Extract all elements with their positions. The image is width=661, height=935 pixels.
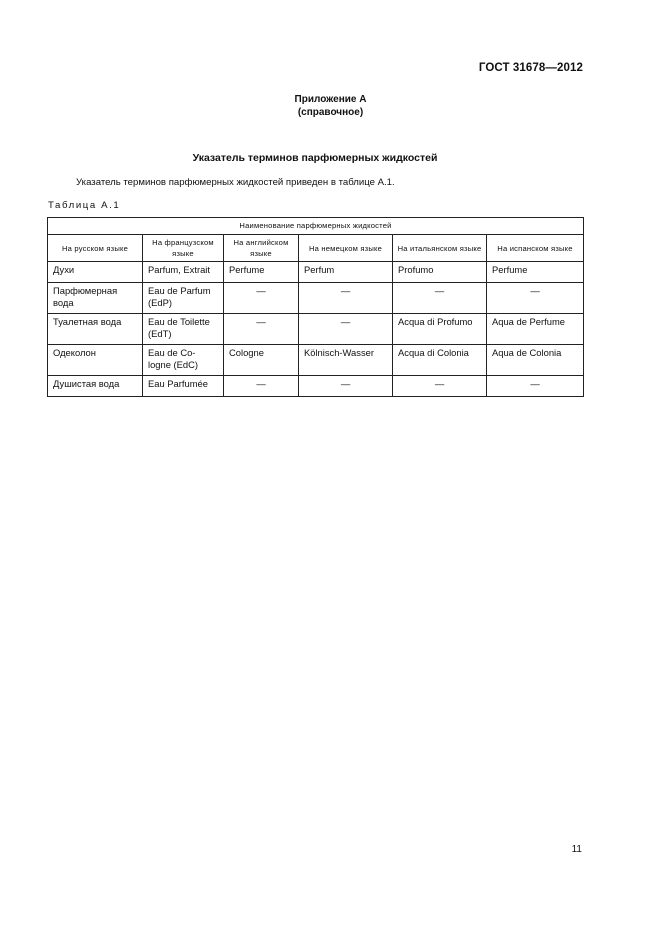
table-row bbox=[48, 314, 584, 345]
table-cell: — bbox=[224, 376, 299, 397]
table-cell: — bbox=[393, 376, 487, 397]
column-header-german: На немецком языке bbox=[299, 235, 393, 262]
table-label: Таблица А.1 bbox=[48, 200, 121, 211]
table-cell: — bbox=[299, 283, 393, 314]
table-cell: Perfume bbox=[487, 262, 584, 283]
table-row bbox=[48, 376, 584, 397]
table-cell: Aqua de Colonia bbox=[487, 345, 584, 376]
table-group-header-row bbox=[48, 218, 584, 235]
section-title: Указатель терминов парфюмерных жидкостей bbox=[192, 152, 438, 164]
table-row bbox=[48, 262, 584, 283]
column-header-russian: На русском языке bbox=[48, 235, 143, 262]
table-cell: Духи bbox=[48, 262, 143, 283]
table-cell: Aqua de Perfume bbox=[487, 314, 584, 345]
appendix-subtitle: (справочное) bbox=[297, 107, 364, 118]
table-cell: — bbox=[299, 376, 393, 397]
table-cell: Eau de Toilette (EdT) bbox=[143, 314, 224, 345]
column-header-french: На французском языке bbox=[143, 235, 224, 262]
table-cell: Туалетная вода bbox=[48, 314, 143, 345]
group-header: Наименование парфюмерных жидкостей bbox=[48, 218, 584, 235]
table-cell: — bbox=[224, 314, 299, 345]
table-cell: Одеколон bbox=[48, 345, 143, 376]
document-code: ГОСТ 31678—2012 bbox=[478, 62, 583, 74]
table-cell: — bbox=[487, 283, 584, 314]
intro-paragraph: Указатель терминов парфюмерных жидкостей приведен в таблице А.1. bbox=[76, 177, 395, 188]
table-cell: Парфюмерная вода bbox=[48, 283, 143, 314]
table-cell: Душистая вода bbox=[48, 376, 143, 397]
table-cell: Perfume bbox=[224, 262, 299, 283]
appendix-heading bbox=[0, 93, 661, 119]
table-cell: Acqua di Colonia bbox=[393, 345, 487, 376]
table-cell: Eau de Co-logne (EdC) bbox=[143, 345, 224, 376]
table-cell: Kölnisch-Wasser bbox=[299, 345, 393, 376]
table-cell: — bbox=[487, 376, 584, 397]
column-header-italian: На итальянском языке bbox=[393, 235, 487, 262]
page-number: 11 bbox=[571, 844, 582, 855]
table-cell: Eau de Parfum (EdP) bbox=[143, 283, 224, 314]
table-cell: — bbox=[299, 314, 393, 345]
table-row bbox=[48, 345, 584, 376]
table-cell: Perfum bbox=[299, 262, 393, 283]
appendix-title: Приложение А bbox=[294, 94, 367, 105]
table-cell: — bbox=[393, 283, 487, 314]
table-cell: — bbox=[224, 283, 299, 314]
table-header-row bbox=[48, 235, 584, 262]
column-header-spanish: На испанском языке bbox=[487, 235, 584, 262]
table-row bbox=[48, 283, 584, 314]
table-cell: Cologne bbox=[224, 345, 299, 376]
table-cell: Parfum, Extrait bbox=[143, 262, 224, 283]
column-header-english: На английском языке bbox=[224, 235, 299, 262]
table-cell: Eau Parfumée bbox=[143, 376, 224, 397]
table-cell: Profumo bbox=[393, 262, 487, 283]
terms-table bbox=[47, 217, 584, 397]
table-cell: Acqua di Profumo bbox=[393, 314, 487, 345]
